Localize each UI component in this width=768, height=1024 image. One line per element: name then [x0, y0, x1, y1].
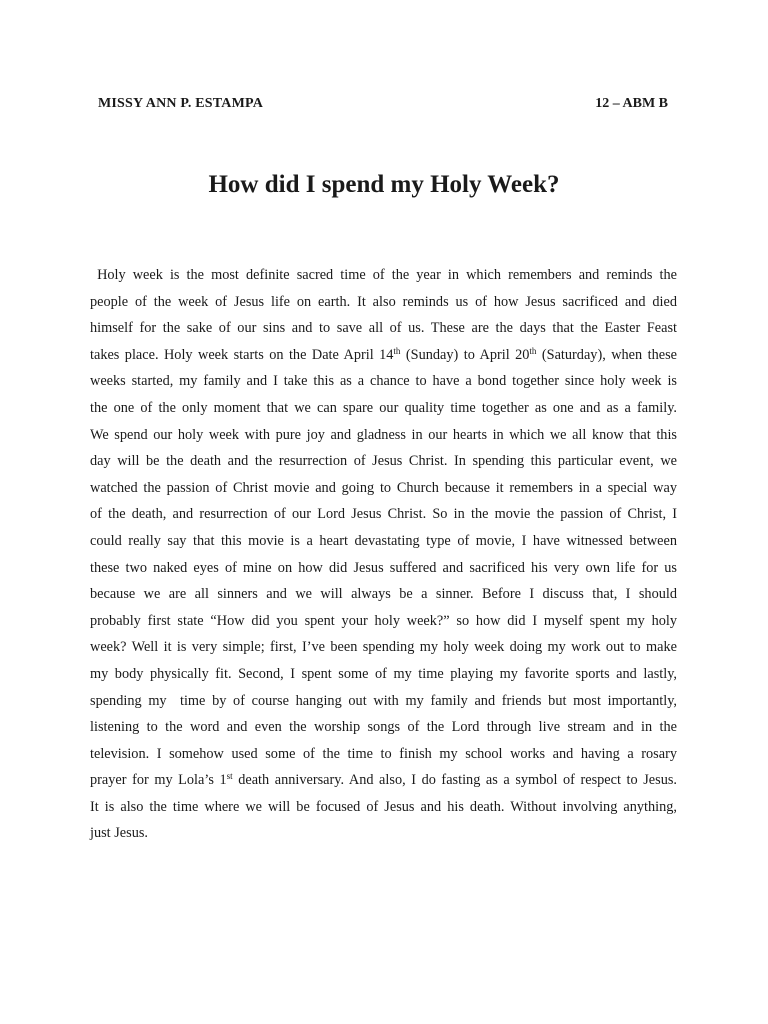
author-name: MISSY ANN P. ESTAMPA: [98, 96, 264, 111]
body-line-final: just Jesus.: [90, 825, 148, 842]
body-line: himself for the sake of our sins and to save all of us. These are the days that the Easter Feast: [90, 320, 677, 337]
body-line: could really say that this movie is a heart devastating type of movie, I have witnessed between: [90, 532, 677, 549]
body-line: Holy week is the most definite sacred time of the year in which remembers and reminds the: [90, 267, 677, 283]
essay-title: How did I spend my Holy Week?: [208, 171, 560, 198]
document-header: [98, 94, 668, 114]
body-line: my body physically fit. Second, I spent some of my time playing my favorite sports and lastly,: [90, 665, 677, 682]
ordinal-suffix: st: [226, 771, 233, 782]
body-line: the one of the only moment that we can spare our quality time together as one and as a family.: [90, 399, 677, 416]
ordinal-suffix: th: [529, 345, 537, 356]
body-line: week? Well it is very simple; first, I’ve been spending my holy week doing my work out to make: [90, 639, 677, 656]
body-line: of the death, and resurrection of our Lord Jesus Christ. So in the movie the passion of Christ, I: [90, 506, 677, 523]
body-line-part: (Saturday), when these: [536, 346, 677, 363]
body-line: probably first state “How did you spent your holy week?” so how did I myself spent my holy: [90, 612, 677, 629]
body-line-part: (Sunday) to April 20: [400, 346, 530, 363]
body-line: watched the passion of Christ movie and going to Church because it remembers in a special way: [90, 479, 677, 496]
grade-section: 12 – ABM B: [595, 96, 668, 111]
body-line: We spend our holy week with pure joy and gladness in our hearts in which we all know that this: [90, 426, 677, 443]
body-line: these two naked eyes of mine on how did Jesus suffered and sacrificed his very own life for us: [90, 559, 677, 576]
body-line-dates: [90, 342, 677, 369]
body-line: It is also the time where we will be focused of Jesus and his death. Without involving anything,: [90, 798, 677, 815]
body-line: weeks started, my family and I take this as a chance to have a bond together since holy week is: [90, 373, 677, 390]
body-line-anniversary: [90, 767, 677, 794]
body-line: people of the week of Jesus life on earth. It also reminds us of how Jesus sacrificed and died: [90, 293, 677, 310]
body-line: spending my time by of course hanging out with my family and friends but most importantly,: [90, 692, 677, 709]
essay-body: [90, 262, 677, 847]
ordinal-suffix: th: [393, 345, 401, 356]
body-line-part: death anniversary. And also, I do fasting as a symbol of respect to Jesus.: [232, 772, 677, 789]
body-line-part: prayer for my Lola’s 1: [90, 772, 227, 789]
body-line: television. I somehow used some of the time to finish my school works and having a rosary: [90, 745, 677, 762]
body-line: because we are all sinners and we will always be a sinner. Before I discuss that, I should: [90, 586, 677, 603]
body-line: listening to the word and even the worship songs of the Lord through live stream and in the: [90, 719, 677, 736]
body-line: day will be the death and the resurrection of Jesus Christ. In spending this particular event, we: [90, 453, 677, 470]
body-line-part: takes place. Holy week starts on the Date April 14: [90, 346, 394, 363]
